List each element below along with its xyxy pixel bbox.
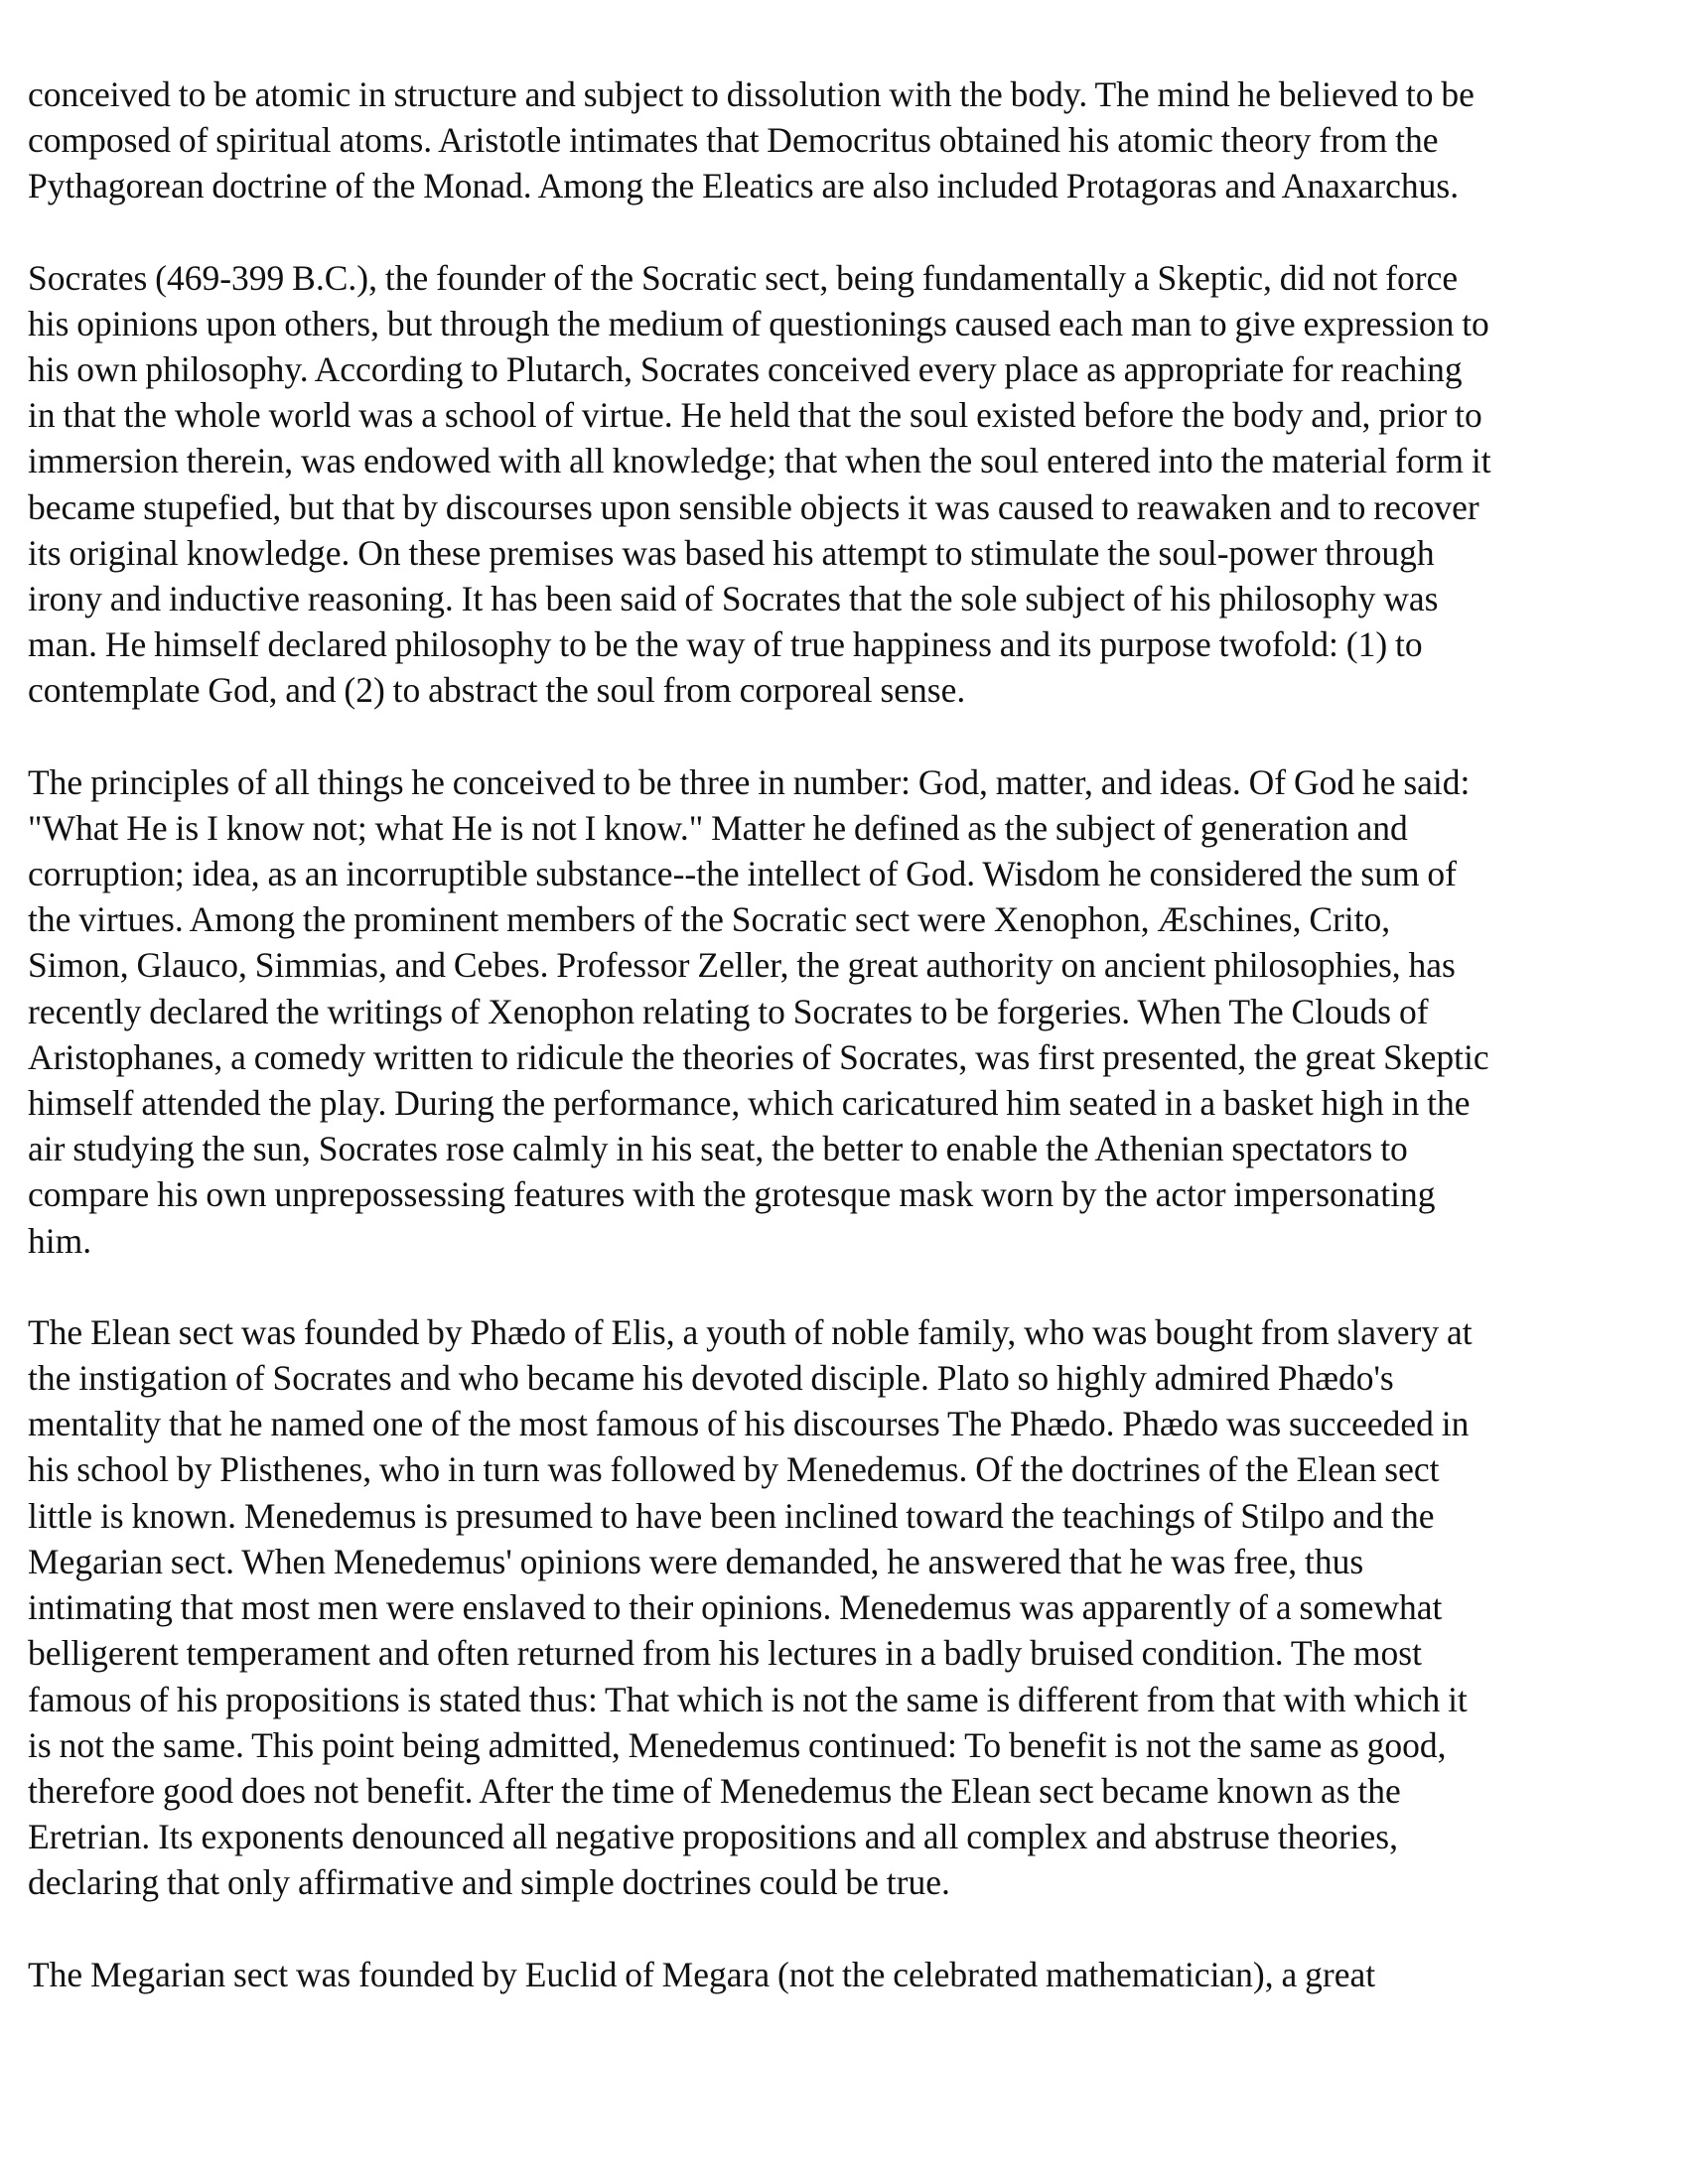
paragraph-elean-sect: The Elean sect was founded by Phædo of Elis, a youth of noble family, who was bought from slavery at the instigation of Socrates and who became his devoted disciple. Plato so highly admired Phædo's mentality that he named one of the most famous of his discourses The Phædo. Phædo was succeeded in his school by Plisthenes, who in turn was followed by Menedemus. Of the doctrines of the Elean sect little is known. Menedemus is presumed to have been inclined toward the teachings of Stilpo and the Megarian sect. When Menedemus' opinions were demanded, he answered that he was free, thus intimating that most men were enslaved to their opinions. Menedemus was apparently of a somewhat belligerent temperament and often returned from his lectures in a badly bruised condition. The most famous of his propositions is stated thus: That which is not the same is different from that with which it is not the same. This point being admitted, Menedemus continued: To benefit is not the same as good, therefore good does not benefit. After the time of Menedemus the Elean sect became known as the Eretrian. Its exponents denounced all negative propositions and all complex and abstruse theories, declaring that only affirmative and simple doctrines could be true.: [28, 1311, 1473, 1903]
paragraph-principles: The principles of all things he conceived to be three in number: God, matter, and ideas. Of God he said: "What He is I know not; what He is not I know." Matter he defined as the subject of generation and corruption; idea, as an incorruptible substance--the intellect of God. Wisdom he considered the sum of the virtues. Among the prominent members of the Socratic sect were Xenophon, Æschines, Crito, Simon, Glauco, Simmias, and Cebes. Professor Zeller, the great authority on ancient philosophies, has recently declared the writings of Xenophon relating to Socrates to be forgeries. When The Clouds of Aristophanes, a comedy written to ridicule the theories of Socrates, was first presented, the great Skeptic himself attended the play. During the performance, which caricatured him seated in a basket high in the air studying the sun, Socrates rose calmly in his seat, the better to enable the Athenian spectators to compare his own unprepossessing features with the grotesque mask worn by the actor impersonating him.: [28, 761, 1489, 1261]
paragraph-socrates: Socrates (469-399 B.C.), the founder of the Socratic sect, being fundamentally a Skeptic, did not force his opinions upon others, but through the medium of questionings caused each man to give expression to his own philosophy. According to Plutarch, Socrates conceived every place as appropriate for reaching in that the whole world was a school of virtue. He held that the soul existed before the body and, prior to immersion therein, was endowed with all knowledge; that when the soul entered into the material form it became stupefied, but that by discourses upon sensible objects it was caused to reawaken and to recover its original knowledge. On these premises was based his attempt to stimulate the soul-power through irony and inductive reasoning. It has been said of Socrates that the sole subject of his philosophy was man. He himself declared philosophy to be the way of true happiness and its purpose twofold: (1) to contemplate God, and (2) to abstract the soul from corporeal sense.: [28, 257, 1491, 711]
paragraph-democritus: conceived to be atomic in structure and subject to dissolution with the body. The mind he believed to be composed of spiritual atoms. Aristotle intimates that Democritus obtained his atomic theory from the Pythagorean doctrine of the Monad. Among the Eleatics are also included Protagoras and Anaxarchus.: [28, 74, 1475, 206]
paragraph-megarian-sect: The Megarian sect was founded by Euclid of Megara (not the celebrated mathematician), a great: [28, 1954, 1376, 1994]
document-page: [28, 71, 1666, 1997]
